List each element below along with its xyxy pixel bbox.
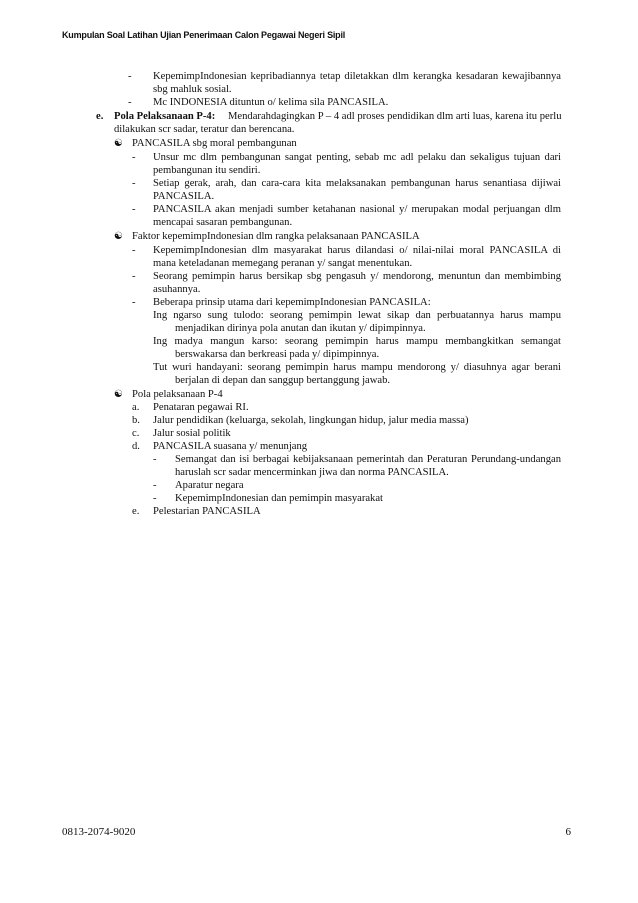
section-e-text: dilakukan scr sadar, teratur dan berencana. xyxy=(114,124,295,135)
principle-line: menjadikan dirinya pola anutan dan ikutan y/ dipimpinnya. xyxy=(175,323,426,334)
list-label: e. xyxy=(132,506,140,517)
intro-item-line: Mc INDONESIA dituntun o/ kelima sila PANCASILA. xyxy=(153,97,389,108)
list-item-text: Jalur pendidikan (keluarga, sekolah, lingkungan hidup, jalur media massa) xyxy=(153,415,469,426)
footer-phone: 0813-2074-9020 xyxy=(62,826,136,838)
yin-yang-bullet-icon: ☯ xyxy=(114,389,123,400)
dash: - xyxy=(153,454,157,465)
dash: - xyxy=(153,480,157,491)
list-item-line: Unsur mc dlm pembangunan sangat penting, sebab mc adl pelaku dan sekaligus tujuan dari xyxy=(153,152,561,163)
list-label: a. xyxy=(132,402,140,413)
page-number: 6 xyxy=(565,826,571,838)
section-e-title: Pola Pelaksanaan P-4: xyxy=(114,111,216,122)
bullet-title: Pola pelaksanaan P-4 xyxy=(132,389,223,400)
dash: - xyxy=(132,297,136,308)
principle-line: Ing ngarso sung tulodo: seorang pemimpin lewat sikap dan perbuatannya harus mampu xyxy=(153,310,561,321)
dash: - xyxy=(128,97,132,108)
list-item-line: PANCASILA akan menjadi sumber ketahanan nasional y/ merupakan modal perjuangan dlm xyxy=(153,204,561,215)
list-item-line: Setiap gerak, arah, dan cara-cara kita melaksanakan pembangunan harus senantiasa dijiwai xyxy=(153,178,561,189)
list-item-line: asuhannya. xyxy=(153,284,201,295)
dash: - xyxy=(132,178,136,189)
principle-line: Ing madya mangun karso: seorang pemimpin harus mampu membangkitkan semangat xyxy=(153,336,561,347)
dash: - xyxy=(153,493,157,504)
dash: - xyxy=(128,71,132,82)
sub-item-line: Semangat dan isi berbagai kebijaksanaan pemerintah dan Peraturan Perundang-undangan xyxy=(175,454,561,465)
bullet-title: PANCASILA sbg moral pembangunan xyxy=(132,138,297,149)
yin-yang-bullet-icon: ☯ xyxy=(114,231,123,242)
dash: - xyxy=(132,245,136,256)
list-item-text: Penataran pegawai RI. xyxy=(153,402,249,413)
list-item-line: PANCASILA. xyxy=(153,191,215,202)
sub-item-line: haruslah scr sadar mencerminkan jiwa dan norma PANCASILA. xyxy=(175,467,449,478)
section-e-label: e. xyxy=(96,111,104,122)
list-item-line: Beberapa prinsip utama dari kepemimpIndonesian PANCASILA: xyxy=(153,297,431,308)
dash: - xyxy=(132,152,136,163)
principle-line: berjalan di depan dan sanggup bertanggung jawab. xyxy=(175,375,391,386)
principle-line: Tut wuri handayani: seorang pemimpin harus mampu mendorong y/ diasuhnya agar berani xyxy=(153,362,561,373)
sub-item-line: KepemimpIndonesian dan pemimpin masyarakat xyxy=(175,493,383,504)
list-item-line: KepemimpIndonesian dlm masyarakat harus dilandasi o/ nilai-nilai moral PANCASILA di xyxy=(153,245,561,256)
dash: - xyxy=(132,271,136,282)
list-label: d. xyxy=(132,441,140,452)
list-item-text: Jalur sosial politik xyxy=(153,428,231,439)
yin-yang-bullet-icon: ☯ xyxy=(114,138,123,149)
list-item-line: mana keteladanan memegang peranan y/ sangat menentukan. xyxy=(153,258,413,269)
list-item-text: Pelestarian PANCASILA xyxy=(153,506,261,517)
page-header: Kumpulan Soal Latihan Ujian Penerimaan Calon Pegawai Negeri Sipil xyxy=(62,30,346,40)
list-item-line: Seorang pemimpin harus bersikap sbg pengasuh y/ mendorong, menuntun dan membimbing xyxy=(153,271,561,282)
list-item-text: PANCASILA suasana y/ menunjang xyxy=(153,441,308,452)
dash: - xyxy=(132,204,136,215)
list-item-line: pembangunan itu sendiri. xyxy=(153,165,261,176)
intro-item-line: KepemimpIndonesian kepribadiannya tetap diletakkan dlm kerangka kesadaran kewajibannya xyxy=(153,71,561,82)
list-label: c. xyxy=(132,428,140,439)
intro-item-line: sbg mahluk sosial. xyxy=(153,84,232,95)
principle-line: berswakarsa dan berkreasi pada y/ dipimpinnya. xyxy=(175,349,380,360)
list-item-line: mencapai sasaran pembangunan. xyxy=(153,217,293,228)
bullet-title: Faktor kepemimpIndonesian dlm rangka pelaksanaan PANCASILA xyxy=(132,231,420,242)
sub-item-line: Aparatur negara xyxy=(175,480,244,491)
list-label: b. xyxy=(132,415,140,426)
section-e-text: Mendarahdagingkan P – 4 adl proses pendidikan dlm arti luas, karena itu perlu xyxy=(228,111,562,122)
